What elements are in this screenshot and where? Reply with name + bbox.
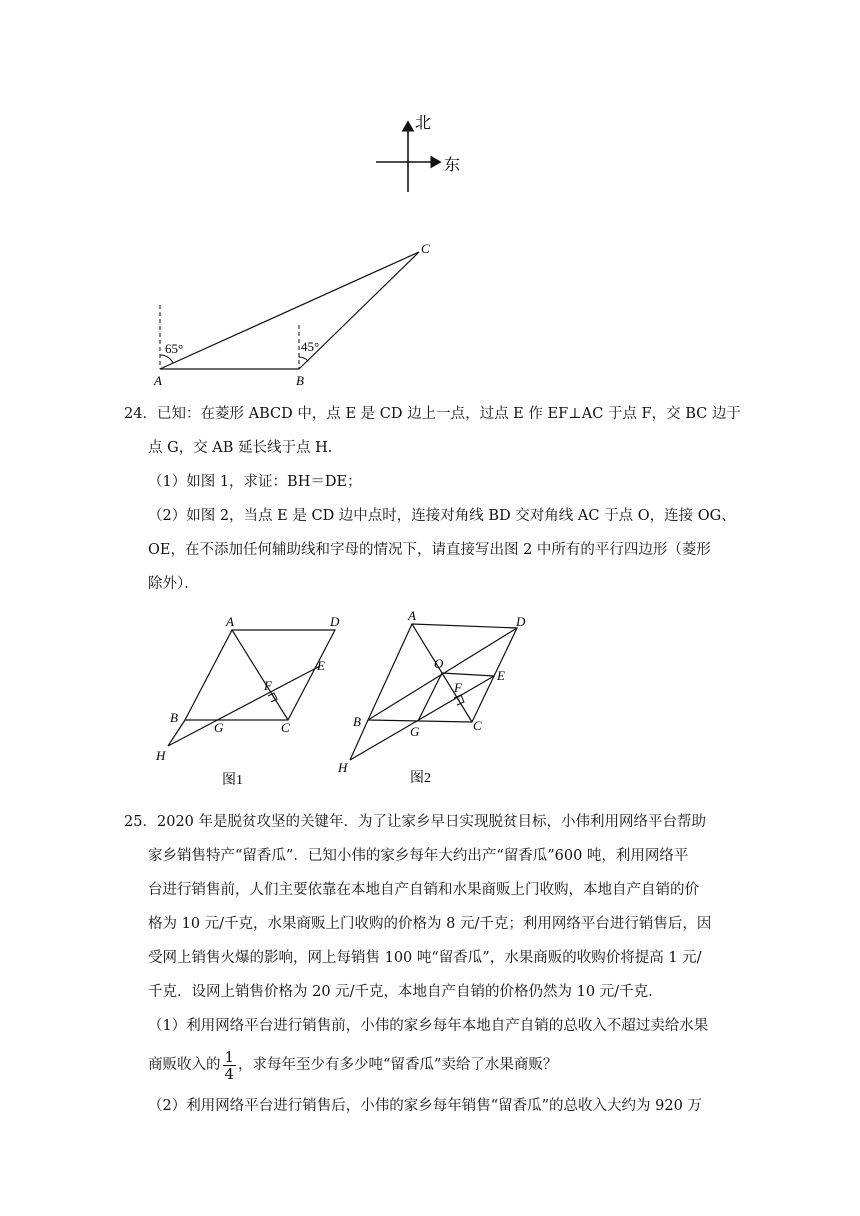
fig2-caption: 图2: [410, 771, 431, 786]
point-label-a: A: [154, 373, 162, 388]
q24-stem-line1: 已知：在菱形 ABCD 中，点 E 是 CD 边上一点，过点 E 作 EF⊥AC 于点 F，交 BC 边于: [157, 406, 741, 422]
q24-part2-line1: （2）如图 2，当点 E 是 CD 边中点时，连接对角线 BD 交对角线 AC 于点 O，连接 OG、: [148, 508, 736, 524]
angle-label-b: 45°: [301, 339, 320, 354]
q25-part1-line2-pre: 商贩收入的: [148, 1057, 221, 1073]
fig2-label-c: C: [473, 718, 482, 733]
point-label-c: C: [421, 241, 430, 256]
compass-diagram: [370, 110, 470, 200]
q25-part2-line1: （2）利用网络平台进行销售后，小伟的家乡每年销售“留香瓜”的总收入大约为 920 万: [148, 1098, 702, 1114]
point-label-b: B: [296, 373, 304, 388]
q25-part1-line2-post: ，求每年至少有多少吨“留香瓜”卖给了水果商贩？: [238, 1057, 558, 1073]
q24-number: 24．: [124, 406, 157, 422]
fig2-label-g: G: [410, 724, 420, 739]
fig1-label-b: B: [170, 710, 178, 725]
angle-label-a: 65°: [165, 341, 184, 356]
north-label: 北: [415, 115, 432, 132]
q25-line6: 千克．设网上销售价格为 20 元/千克，本地自产自销的价格仍然为 10 元/千克．: [148, 984, 663, 1000]
fig2-label-e: E: [497, 668, 505, 683]
segment-ac: [160, 252, 419, 369]
fig1-label-f: F: [264, 678, 272, 693]
fraction-numerator: 1: [224, 1047, 235, 1066]
q25-line5: 受网上销售火爆的影响，网上每销售 100 吨“留香瓜”，水果商贩的收购价将提高 1 元/: [148, 950, 702, 966]
fig1-label-d: D: [330, 614, 340, 629]
q25-line4: 格为 10 元/千克，水果商贩上门收购的价格为 8 元/千克；利用网络平台进行销售后，因: [148, 916, 712, 932]
fig2-label-a: A: [408, 608, 416, 623]
angle-arc-b: [299, 357, 308, 361]
line-he-fig1: [168, 666, 320, 746]
fig2-label-f: F: [454, 680, 462, 695]
q25-line1: 2020 年是脱贫攻坚的关键年．为了让家乡早日实现脱贫目标，小伟利用网络平台帮助: [157, 814, 707, 830]
angle-arc-a: [160, 355, 173, 363]
fig1-label-h: H: [156, 748, 166, 763]
q25-line3: 台进行销售前，人们主要依靠在本地自产自销和水果商贩上门收购，本地自产自销的价: [148, 882, 699, 898]
q24-part2-line3: 除外）．: [148, 576, 199, 592]
q25-part1-line1: （1）利用网络平台进行销售前，小伟的家乡每年本地自产自销的总收入不超过卖给水果: [148, 1018, 709, 1034]
fig1-label-e: E: [317, 658, 325, 673]
fig2-label-d: D: [516, 614, 526, 629]
q25-part1-line2: [148, 1046, 557, 1084]
fig1-label-c: C: [281, 720, 290, 735]
q24-part2-line2: OE，在不添加任何辅助线和字母的情况下，请直接写出图 2 中所有的平行四边形（菱形: [148, 542, 711, 558]
q24-figure1: [150, 608, 350, 798]
fraction-denominator: 4: [224, 1064, 235, 1083]
q24-figure2: [330, 606, 545, 796]
diagonal-ac-fig1: [232, 630, 288, 720]
q24-part1: （1）如图 1，求证：BH＝DE；: [148, 474, 362, 490]
east-label: 东: [444, 157, 461, 174]
fig1-label-a: A: [226, 614, 234, 629]
fig1-label-g: G: [214, 720, 224, 735]
fig1-caption: 图1: [222, 773, 243, 788]
q24-stem-line2: 点 G，交 AB 延长线于点 H．: [148, 440, 343, 456]
q25-line2: 家乡销售特产“留香瓜”．已知小伟的家乡每年大约出产“留香瓜”600 吨，利用网络平: [148, 848, 689, 864]
fig2-label-h: H: [338, 760, 348, 775]
fraction-one-quarter: [223, 1049, 237, 1082]
triangle-abc-figure: [145, 235, 445, 390]
fig2-label-b: B: [353, 714, 361, 729]
q25-number: 25．: [124, 814, 157, 830]
segment-oe-fig2: [442, 673, 494, 676]
fig2-label-o: O: [434, 656, 444, 671]
